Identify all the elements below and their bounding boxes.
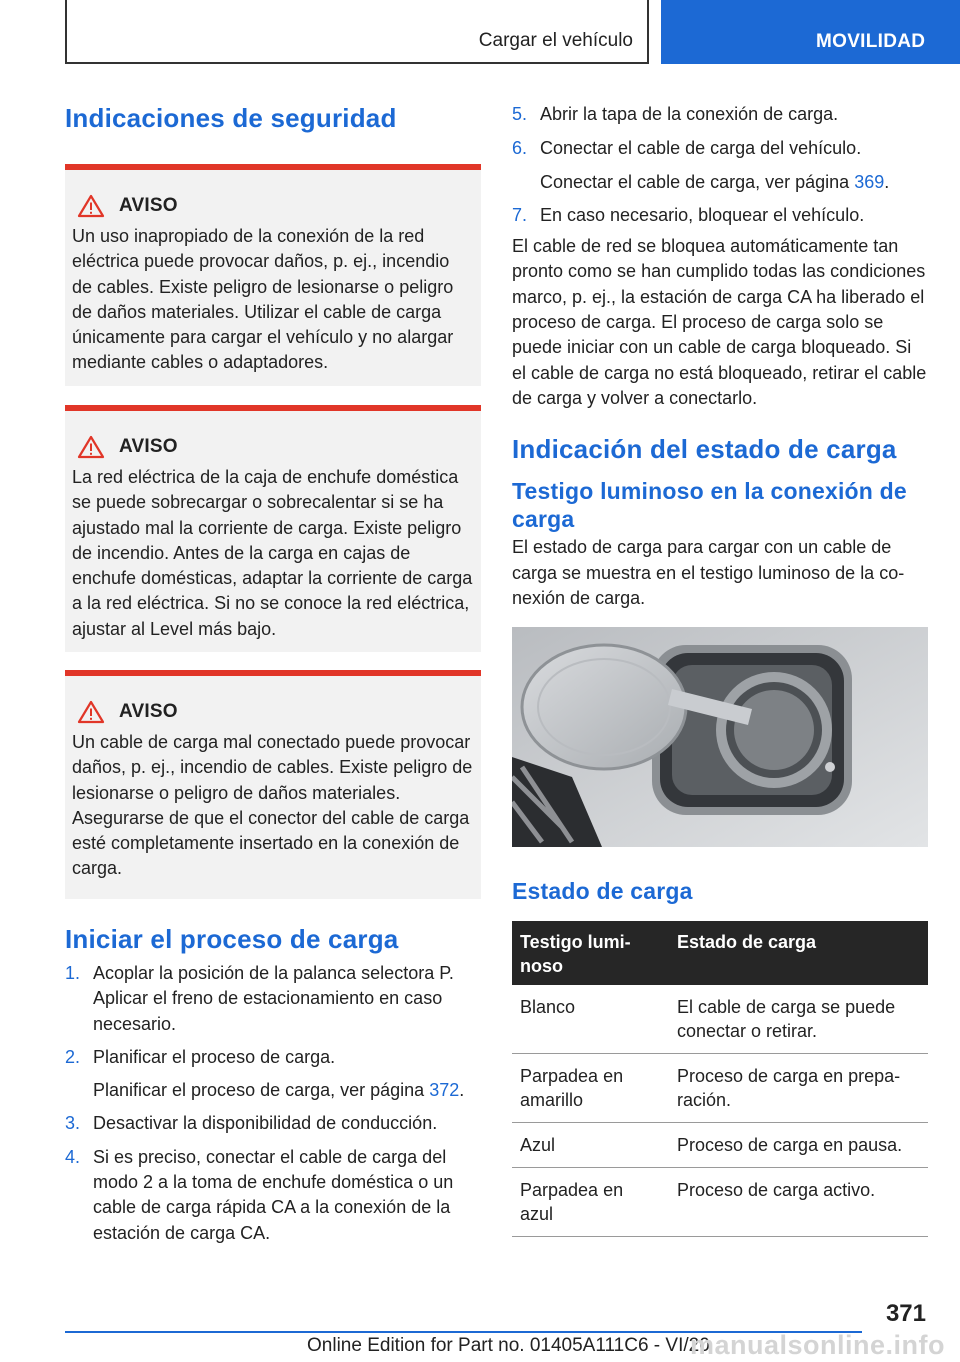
safety-heading: Indicaciones de seguridad bbox=[65, 103, 397, 133]
warning-title: AVISO bbox=[119, 436, 178, 457]
table-row bbox=[512, 1123, 928, 1168]
warning-header bbox=[72, 194, 473, 218]
page-link-369[interactable]: 369 bbox=[854, 171, 885, 192]
warning-title: AVISO bbox=[119, 701, 178, 722]
table-cell: Proceso de carga activo. bbox=[669, 1168, 928, 1237]
table-row bbox=[512, 1054, 928, 1123]
charging-port-photo bbox=[512, 627, 928, 847]
indicator-light-heading: Testigo luminoso en la conexión de carga bbox=[512, 478, 907, 533]
charge-status-table bbox=[512, 921, 928, 1237]
column-header-light: Testigo luminoso bbox=[512, 921, 669, 985]
step-number: 1. bbox=[65, 963, 81, 983]
warning-header bbox=[72, 435, 473, 459]
table-cell: Proceso de carga en preparación. bbox=[669, 1054, 928, 1123]
step-number: 6. bbox=[512, 138, 528, 159]
step-text: Desactivar la disponibilidad de conducción. bbox=[93, 1113, 438, 1134]
page-number: 371 bbox=[885, 1300, 926, 1327]
warning-text: La red eléctrica de la caja de enchufe doméstica se puede sobrecargar o sobrecalentar si se ha ajustado mal la corriente de carga. Existe peligro de incendio. Antes de la carga en cajas de enchufe domésticas, adaptar la corriente de carga a la red eléctrica. Si no se conoce la red eléctrica, ajustar al Level más bajo. bbox=[72, 467, 473, 639]
list-item bbox=[512, 102, 928, 127]
step-subtext-label: Conectar el cable de carga, ver página bbox=[540, 171, 850, 192]
table-cell: Parpadea en azul bbox=[512, 1168, 669, 1237]
step-number: 7. bbox=[512, 204, 528, 225]
table-row bbox=[512, 1168, 928, 1237]
step-subtext-label: Planificar el proceso de carga, ver página bbox=[93, 1080, 425, 1101]
table-cell: Azul bbox=[512, 1123, 669, 1168]
list-item bbox=[65, 961, 481, 1037]
warning-box-1 bbox=[65, 164, 481, 386]
step-subtext bbox=[93, 1078, 481, 1103]
table-cell: Parpadea en amarillo bbox=[512, 1054, 669, 1123]
left-column bbox=[65, 102, 481, 1246]
warning-box-3 bbox=[65, 670, 481, 899]
warning-triangle-icon bbox=[77, 435, 105, 459]
indicator-light-paragraph: El estado de carga para cargar con un cable de carga se muestra en el testigo luminoso de la conexión de carga. bbox=[512, 537, 905, 608]
header-bar bbox=[65, 0, 649, 64]
step-text: Si es preciso, conectar el cable de carga del modo 2 a la toma de enchufe doméstica o un cable de carga rápida CA a la conexión de la estación de carga CA. bbox=[93, 1146, 454, 1243]
list-item bbox=[65, 1111, 481, 1136]
chapter-title: Cargar el vehículo bbox=[478, 30, 633, 51]
table-row bbox=[512, 985, 928, 1054]
step-subtext-end: . bbox=[459, 1080, 465, 1101]
list-item bbox=[512, 136, 928, 161]
warning-text: Un cable de carga mal conectado puede provocar daños, p. ej., incendio de cables. Existe peligro de lesionarse o peligro de daños materiales. Asegurarse de que el conector del cable de carga esté completamente insertado en la conexión de carga. bbox=[72, 732, 473, 879]
table-cell: Blanco bbox=[512, 985, 669, 1054]
step-number: 2. bbox=[65, 1046, 81, 1067]
warning-title: AVISO bbox=[119, 195, 178, 216]
step-subtext-end: . bbox=[884, 171, 890, 192]
warning-text: Un uso inapropiado de la conexión de la red eléctrica puede provocar daños, p. ej., incendio de cables. Existe peligro de lesionarse o peligro de daños materiales. Utilizar el cable de carga únicamente para cargar el vehículo y no alargar mediante cables o adaptadores. bbox=[72, 226, 454, 373]
cable-lock-paragraph: El cable de red se bloquea automáticamente tan pronto como se han cumplido todas las condiciones marco, p. ej., la estación de carga CA ha liberado el proceso de carga. El proceso de carga solo se puede iniciar con un cable de carga bloqueado. Si el cable de carga no está bloqueado, retirar el cable de carga y volver a conectarlo. bbox=[512, 236, 927, 408]
step-text: En caso necesario, bloquear el vehículo. bbox=[540, 204, 865, 225]
charging-status-heading: Indicación del estado de carga bbox=[512, 434, 897, 465]
step-text: Abrir la tapa de la conexión de carga. bbox=[540, 104, 839, 124]
list-item bbox=[65, 1045, 481, 1070]
warning-triangle-icon bbox=[77, 700, 105, 724]
watermark-brand: manualsonline.info bbox=[690, 1330, 946, 1360]
step-subtext bbox=[540, 170, 928, 195]
step-number: 4. bbox=[65, 1146, 81, 1167]
step-number: 5. bbox=[512, 104, 528, 124]
warning-triangle-icon bbox=[77, 194, 105, 218]
charge-status-table-heading: Estado de carga bbox=[512, 878, 693, 905]
table-header-row bbox=[512, 921, 928, 985]
start-steps-list bbox=[65, 961, 481, 1246]
step-text: Conectar el cable de carga del vehículo. bbox=[540, 138, 862, 159]
step-number: 3. bbox=[65, 1113, 81, 1134]
warning-header bbox=[72, 700, 473, 724]
step-text: Planificar el proceso de carga. bbox=[93, 1046, 336, 1067]
list-item bbox=[512, 203, 928, 228]
warning-box-2 bbox=[65, 405, 481, 652]
start-charging-heading: Iniciar el proceso de carga bbox=[65, 924, 399, 954]
step-text: Acoplar la posición de la palanca selectora P. Aplicar el freno de estacionamiento en caso necesario. bbox=[93, 963, 454, 1034]
list-item bbox=[65, 1145, 481, 1246]
table-cell: El cable de carga se puede conectar o retirar. bbox=[669, 985, 928, 1054]
table-cell: Proceso de carga en pausa. bbox=[669, 1123, 928, 1168]
column-header-status: Estado de carga bbox=[669, 921, 928, 985]
page-link-372[interactable]: 372 bbox=[429, 1080, 460, 1101]
section-tab: MOVILIDAD bbox=[661, 0, 960, 64]
right-column bbox=[512, 102, 928, 1237]
edition-footer: Online Edition for Part no. 01405A111C6 - VI/20 bbox=[307, 1335, 710, 1356]
connect-steps-list bbox=[512, 102, 928, 228]
